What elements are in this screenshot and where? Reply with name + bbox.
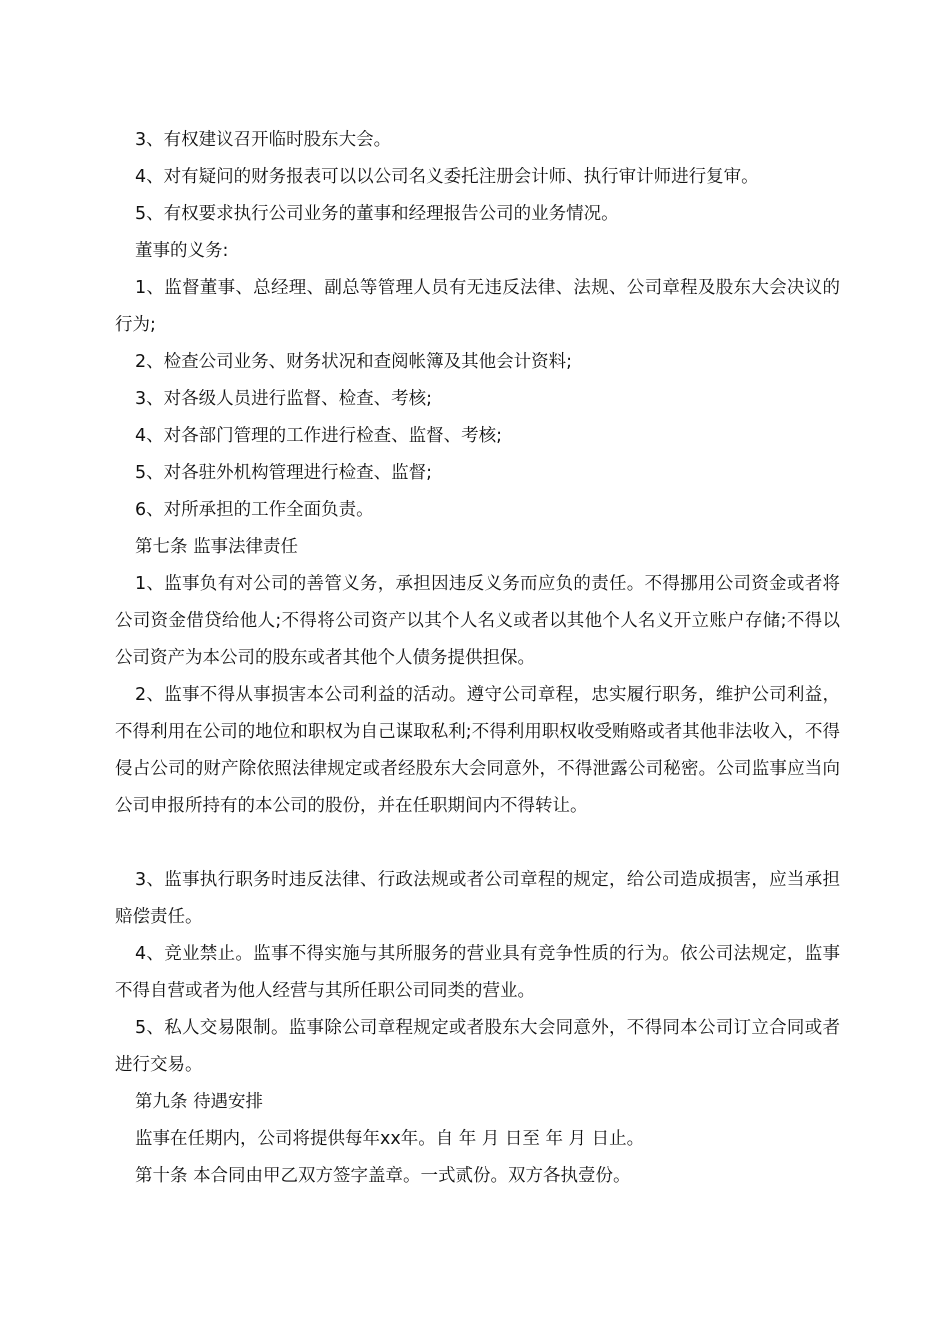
right-item-5: 5、有权要求执行公司业务的董事和经理报告公司的业务情况。 — [135, 204, 619, 224]
duty-item-1: 1、监督董事、总经理、副总等管理人员有无违反法律、法规、公司章程及股东大会决议的行为; — [115, 278, 840, 335]
liability-item-3: 3、监事执行职务时违反法律、行政法规或者公司章程的规定，给公司造成损害，应当承担赔偿责任。 — [115, 870, 840, 927]
article-10-body: 第十条 本合同由甲乙双方签字盖章。一式贰份。双方各执壹份。 — [135, 1166, 631, 1186]
duty-item-3: 3、对各级人员进行监督、检查、考核; — [135, 389, 433, 409]
liability-item-2: 2、监事不得从事损害本公司利益的活动。遵守公司章程，忠实履行职务，维护公司利益，不得利用在公司的地位和职权为自己谋取私利;不得利用职权收受贿赂或者其他非法收入，不得侵占公司的财产除依照法律规定或者经股东大会同意外，不得泄露公司秘密。公司监事应当向公司申报所持有的本公司的股份，并在任职期间内不得转让。 — [115, 685, 840, 816]
liability-item-5: 5、私人交易限制。监事除公司章程规定或者股东大会同意外，不得同本公司订立合同或者进行交易。 — [115, 1018, 840, 1075]
right-item-4: 4、对有疑问的财务报表可以以公司名义委托注册会计师、执行审计师进行复审。 — [135, 167, 759, 187]
article-9-body: 监事在任期内，公司将提供每年xx年。自 年 月 日至 年 月 日止。 — [135, 1129, 645, 1149]
blank-line — [115, 825, 840, 862]
duty-item-4: 4、对各部门管理的工作进行检查、监督、考核; — [135, 426, 503, 446]
duty-item-5: 5、对各驻外机构管理进行检查、监督; — [135, 463, 433, 483]
article-9-heading: 第九条 待遇安排 — [135, 1092, 264, 1112]
liability-item-1: 1、监事负有对公司的善管义务，承担因违反义务而应负的责任。不得挪用公司资金或者将公司资金借贷给他人;不得将公司资产以其个人名义或者以其他个人名义开立账户存储;不得以公司资产为本公司的股东或者其他个人债务提供担保。 — [115, 574, 840, 668]
duty-item-2: 2、检查公司业务、财务状况和查阅帐簿及其他会计资料; — [135, 352, 573, 372]
liability-item-4: 4、竞业禁止。监事不得实施与其所服务的营业具有竞争性质的行为。依公司法规定，监事不得自营或者为他人经营与其所任职公司同类的营业。 — [115, 944, 840, 1001]
duty-item-6: 6、对所承担的工作全面负责。 — [135, 500, 374, 520]
section-heading-duties: 董事的义务: — [135, 241, 229, 261]
article-7-heading: 第七条 监事法律责任 — [135, 537, 299, 557]
right-item-3: 3、有权建议召开临时股东大会。 — [135, 130, 392, 150]
